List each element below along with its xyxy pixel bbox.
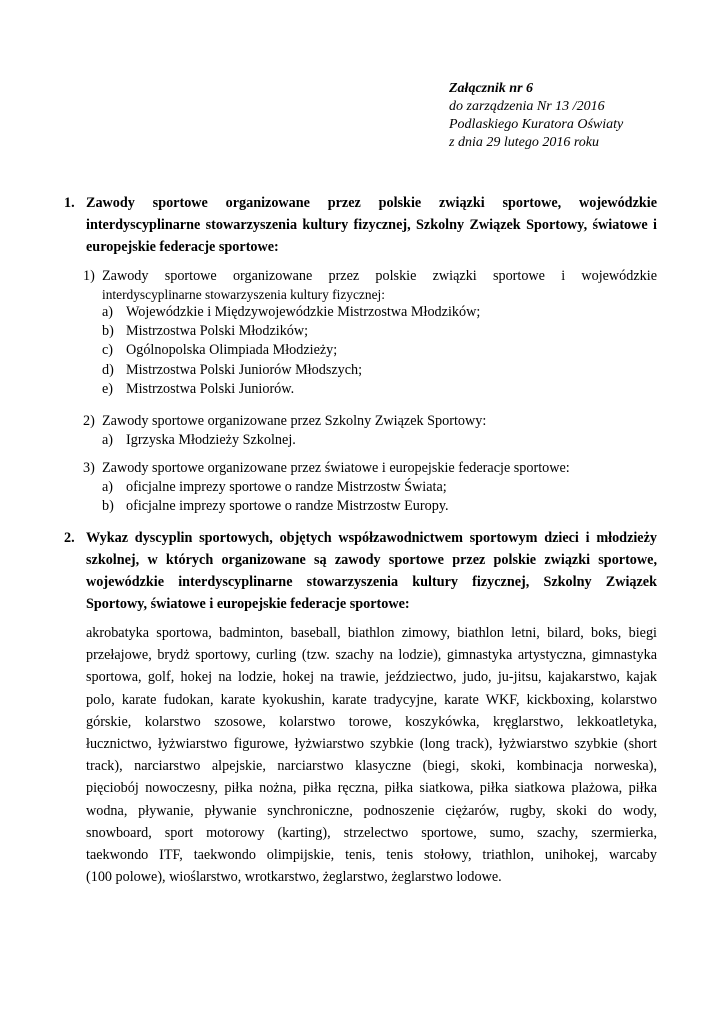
list-item-text: Ogólnopolska Olimpiada Młodzieży; <box>126 342 338 359</box>
subsection-text-continued: interdyscyplinarne stowarzyszenia kultury fizycznej: <box>102 287 385 302</box>
disciplines-line: polo, karate fudokan, karate kyokushin, karate tradycyjne, karate WKF, kickboxing, kolarstwo <box>86 691 657 708</box>
list-item-text: oficjalne imprezy sportowe o randze Mistrzostw Świata; <box>126 479 447 495</box>
disciplines-line: wodna, pływanie, pływanie synchroniczne, podnoszenie ciężarów, rugby, skoki do wody, <box>86 802 657 819</box>
list-item <box>102 497 657 516</box>
section-1-heading <box>64 192 657 258</box>
list-item <box>102 380 657 399</box>
disciplines-line: przełajowe, brydż sportowy, curling (tzw. szachy na lodzie), gimnastyka artystyczna, gimnastyka <box>86 647 657 664</box>
list-item-text: Mistrzostwa Polski Młodzików; <box>126 323 309 340</box>
list-item-letter: d) <box>102 361 114 378</box>
list-item-letter: a) <box>102 432 114 448</box>
disciplines-line: (100 polowe), wioślarstwo, wrotkarstwo, żeglarstwo, żeglarstwo lodowe. <box>86 869 502 886</box>
list-item-text: oficjalne imprezy sportowe o randze Mistrzostw Europy. <box>126 498 449 515</box>
list-item-text: Wojewódzkie i Międzywojewódzkie Mistrzostwa Młodzików; <box>126 304 481 320</box>
section-2-title: Wykaz dyscyplin sportowych, objętych współzawodnictwem sportowym dzieci i młodzieży szkolnej, w których organizowane są zawody sportowe przez polskie związki sportowe, wojewódzkie interdyscyplinarne stowarzyszenia kultury fizycznej, Szkolny Związek Sportowy, światowe i europejskie federacje sportowe: <box>86 530 657 612</box>
subsection-1 <box>83 267 657 399</box>
list-item-text: Mistrzostwa Polski Juniorów. <box>126 380 295 397</box>
subsection-text: Zawody sportowe organizowane przez polskie związki sportowe i wojewódzkie <box>102 268 657 284</box>
list-item-letter: c) <box>102 342 114 359</box>
section-2-number: 2. <box>64 530 75 546</box>
disciplines-line: łucznictwo, łyżwiarstwo figurowe, łyżwiarstwo szybkie (long track), łyżwiarstwo szybkie (short <box>86 736 657 753</box>
annex-title: Załącznik nr 6 <box>449 81 534 96</box>
section-1-number: 1. <box>64 195 75 211</box>
subsection-number: 3) <box>83 460 95 476</box>
list-item-letter: b) <box>102 498 114 515</box>
disciplines-line: sportowa, golf, hokej na lodzie, hokej na trawie, jeździectwo, judo, ju-jitsu, kajakarstwo, kajak <box>86 669 657 686</box>
section-2-heading <box>64 527 657 615</box>
annex-date: z dnia 29 lutego 2016 roku <box>449 135 599 150</box>
list-item-letter: e) <box>102 380 114 397</box>
annex-header <box>449 80 623 152</box>
list-item-text: Igrzyska Młodzieży Szkolnej. <box>126 432 296 448</box>
section-1-title: Zawody sportowe organizowane przez polskie związki sportowe, wojewódzkie interdyscyplinarne stowarzyszenia kultury fizycznej, Szkolny Związek Sportowy, światowe i europejskie federacje sportowe: <box>86 195 657 255</box>
subsection-number: 1) <box>83 268 95 284</box>
subsection-text: Zawody sportowe organizowane przez światowe i europejskie federacje sportowe: <box>102 460 570 476</box>
subsection-2 <box>83 412 657 450</box>
disciplines-line: track), narciarstwo alpejskie, narciarstwo klasyczne (biegi, skoki, kombinacja norweska), <box>86 758 657 775</box>
disciplines-line: snowboard, sport motorowy (karting), strzelectwo sportowe, sumo, szachy, szermierka, <box>86 824 657 841</box>
disciplines-line: górskie, kolarstwo szosowe, kolarstwo torowe, koszykówka, kręglarstwo, lekkoatletyka, <box>86 713 657 730</box>
list-item <box>102 322 657 341</box>
annex-issuer: Podlaskiego Kuratora Oświaty <box>449 117 624 132</box>
list-item <box>102 431 657 450</box>
list-item-text: Mistrzostwa Polski Juniorów Młodszych; <box>126 361 363 378</box>
list-item-letter: b) <box>102 323 114 340</box>
disciplines-line: pięciobój nowoczesny, piłka nożna, piłka ręczna, piłka siatkowa, piłka siatkowa plażowa, piłka <box>86 780 657 797</box>
list-item <box>102 341 657 360</box>
annex-ordinance: do zarządzenia Nr 13 /2016 <box>449 99 605 114</box>
list-item <box>102 478 657 497</box>
list-item-letter: a) <box>102 304 114 320</box>
list-item-letter: a) <box>102 479 114 495</box>
disciplines-line: akrobatyka sportowa, badminton, baseball, biathlon zimowy, biathlon letni, bilard, boks, biegi <box>86 625 657 641</box>
subsection-3 <box>83 459 657 516</box>
disciplines-list <box>86 622 657 888</box>
list-item <box>102 303 657 322</box>
subsection-text: Zawody sportowe organizowane przez Szkolny Związek Sportowy: <box>102 413 487 429</box>
disciplines-line: taekwondo ITF, taekwondo olimpijskie, tenis, tenis stołowy, triathlon, unihokej, warcaby <box>86 847 657 864</box>
subsection-number: 2) <box>83 413 95 429</box>
list-item <box>102 361 657 380</box>
